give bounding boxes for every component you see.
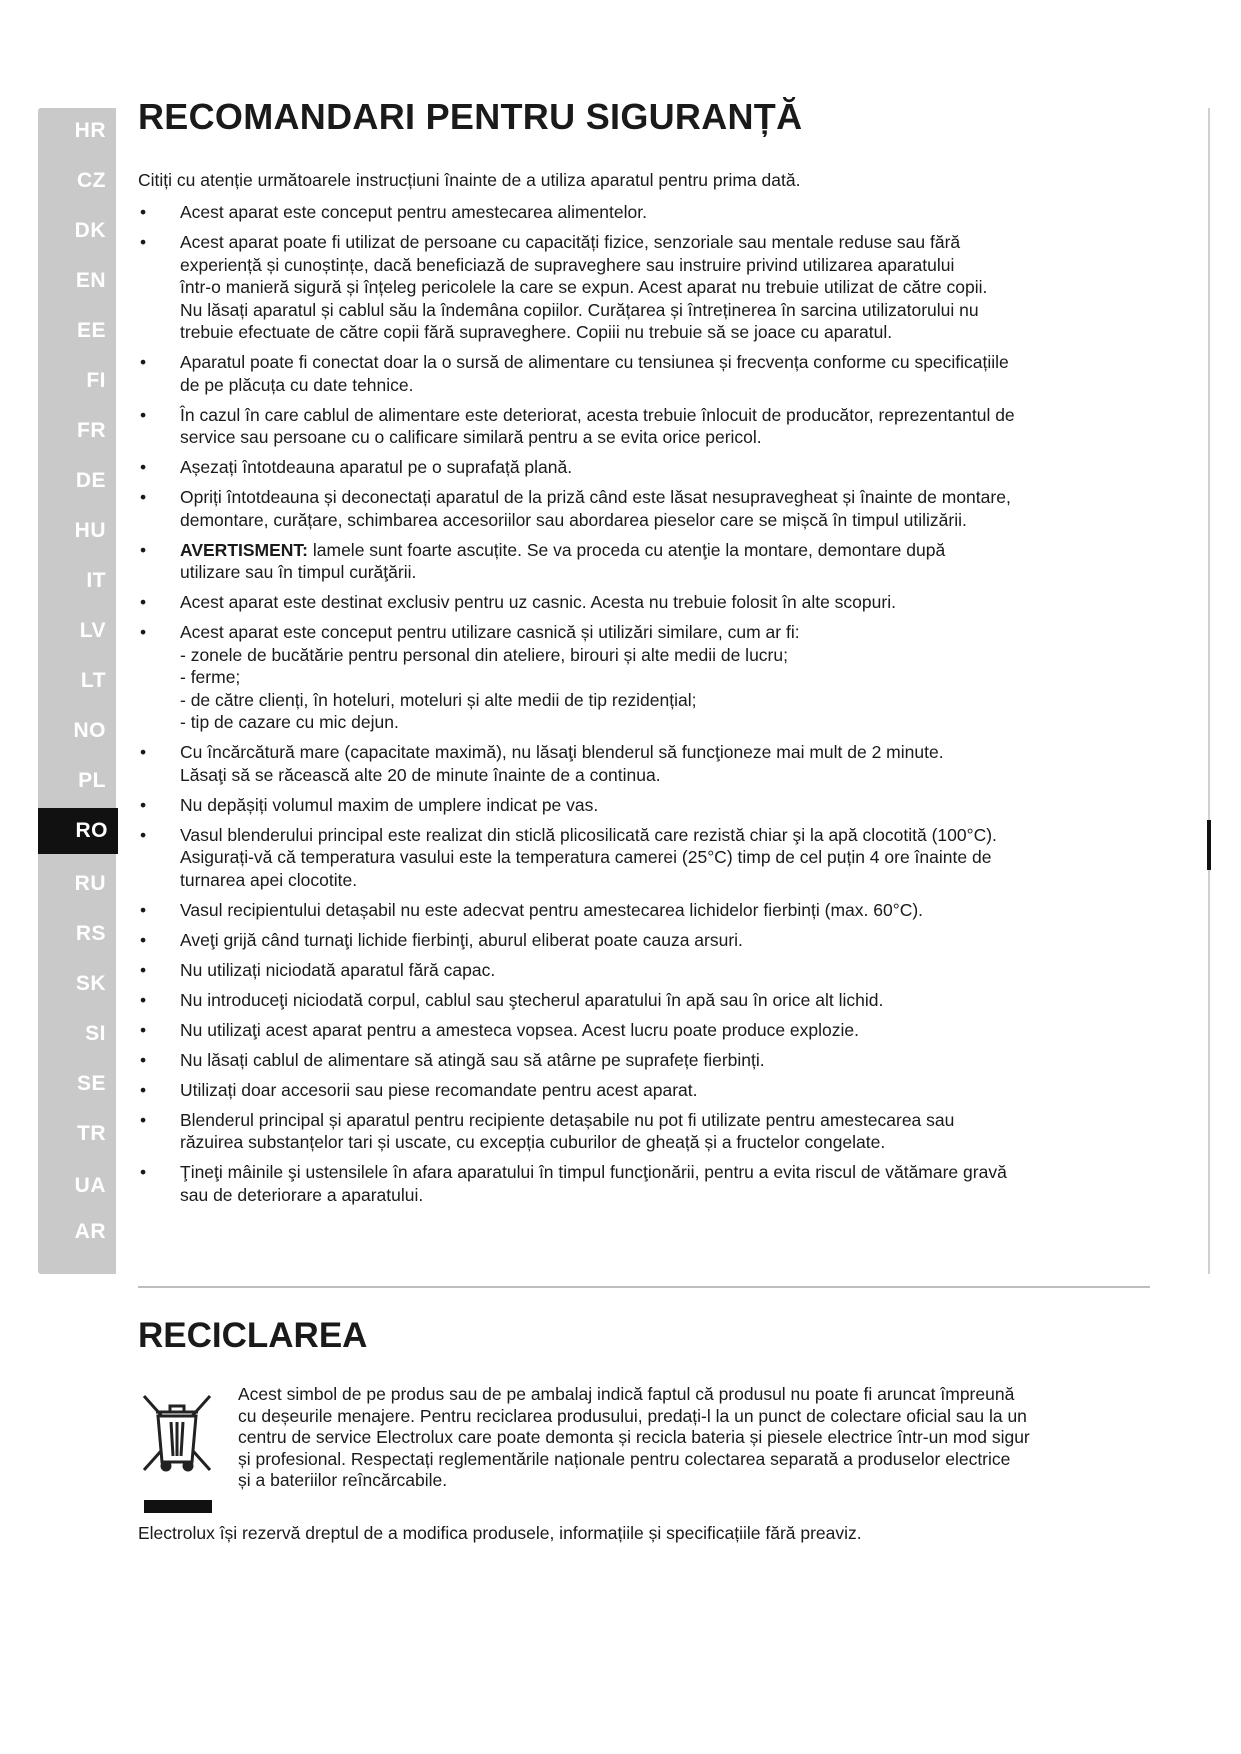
language-tab-hu[interactable]: HU xyxy=(74,519,106,542)
safety-item-line: Blenderul principal și aparatul pentru recipiente detașabile nu pot fi utilizate pentru amestecarea sau xyxy=(180,1109,955,1130)
bullet-dot: • xyxy=(140,1079,147,1100)
language-tab-ee[interactable]: EE xyxy=(76,319,106,342)
safety-item-line: Utilizați doar accesorii sau piese recomandate pentru acest aparat. xyxy=(180,1079,698,1100)
safety-item-line: într-o manieră sigură și înțeleg pericolele la care se expun. Acest aparat nu trebuie utilizat de către copii. xyxy=(180,277,988,297)
bullet-dot: • xyxy=(140,794,147,815)
safety-item-line: răzuirea substanțelor tari și uscate, cu excepția cuburilor de gheață și a fructelor congelate. xyxy=(180,1132,886,1152)
safety-item-line: - de către clienți, în hoteluri, moteluri și alte medii de tip rezidențial; xyxy=(180,689,697,710)
language-tab-cz[interactable]: CZ xyxy=(77,169,106,192)
safety-title: RECOMANDARI PENTRU SIGURANȚĂ xyxy=(138,96,803,137)
section-divider xyxy=(138,1286,1150,1288)
language-tab-ro[interactable]: RO xyxy=(38,808,118,854)
safety-item xyxy=(138,929,1138,952)
safety-item-line: demontare, curățare, schimbarea accesoriilor sau abordarea pieselor care se mișcă în timpul utilizării. xyxy=(180,509,967,530)
language-tab-tr[interactable]: TR xyxy=(77,1122,106,1145)
safety-item-line: Acest aparat este destinat exclusiv pentru uz casnic. Acesta nu trebuie folosit în alte scopuri. xyxy=(180,592,896,612)
safety-item-line: În cazul în care cablul de alimentare este deteriorat, acesta trebuie înlocuit de producător, reprezentantul de xyxy=(180,404,1015,425)
safety-item-line: - zonele de bucătărie pentru personal din ateliere, birouri și alte medii de lucru; xyxy=(180,644,788,665)
recycling-line: și profesional. Respectați reglementările naționale pentru colectarea separată a produselor electrice xyxy=(238,1448,1011,1469)
safety-item-line: Nu lăsați cablul de alimentare să atingă sau să atârne pe suprafețe fierbinți. xyxy=(180,1049,765,1070)
recycling-line: centru de service Electrolux care poate demonta și recicla bateria și piesele electrice într-un mod sigur xyxy=(238,1427,1030,1447)
recycling-line: cu deșeurile menajere. Pentru reciclarea produsului, predați-l la un punct de colectare oficial sau la un xyxy=(238,1405,1027,1426)
safety-item-line: Nu depășiți volumul maxim de umplere indicat pe vas. xyxy=(180,794,599,815)
safety-item xyxy=(138,486,1138,531)
bullet-dot: • xyxy=(140,487,147,507)
safety-item-line: Acest aparat este conceput pentru utilizare casnică și utilizări similare, cum ar fi: xyxy=(180,622,800,642)
warning-label: AVERTISMENT: xyxy=(180,539,309,560)
bullet-dot: • xyxy=(140,1109,147,1130)
safety-item xyxy=(138,959,1138,982)
safety-item xyxy=(138,899,1138,922)
language-tab-lv[interactable]: LV xyxy=(79,619,106,642)
crossed-bin-icon xyxy=(138,1390,216,1516)
safety-item xyxy=(138,404,1138,449)
bullet-dot: • xyxy=(140,929,147,950)
bullet-dot: • xyxy=(140,352,147,372)
bullet-dot: • xyxy=(140,404,147,425)
language-tab-rs[interactable]: RS xyxy=(75,922,106,945)
safety-item-line: Nu utilizaţi acest aparat pentru a amesteca vopsea. Acest lucru poate produce explozie. xyxy=(180,1019,860,1040)
safety-item xyxy=(138,456,1138,479)
safety-item xyxy=(138,539,1138,584)
safety-item xyxy=(138,1109,1138,1154)
safety-item-line: Cu încărcătură mare (capacitate maximă), nu lăsaţi blenderul să funcţioneze mai mult de 2 minute. xyxy=(180,742,944,762)
language-tab-dk[interactable]: DK xyxy=(74,219,106,242)
safety-item-line: Nu introduceţi niciodată corpul, cablul sau ştecherul aparatului în apă sau în orice alt lichid. xyxy=(180,989,884,1010)
bullet-dot: • xyxy=(140,592,147,612)
safety-item-line: Acest aparat este conceput pentru amestecarea alimentelor. xyxy=(180,202,647,222)
bullet-dot: • xyxy=(140,1162,147,1182)
safety-item-line: sau de deteriorare a aparatului. xyxy=(180,1184,424,1205)
safety-item xyxy=(138,794,1138,817)
safety-item-line: Vasul blenderului principal este realizat din sticlă plicosilicată care rezistă chiar şi la apă clocotită (100°C). xyxy=(180,824,997,845)
safety-item-line: lamele sunt foarte ascuțite. Se va proceda cu atenţie la montare, demontare după xyxy=(308,539,946,560)
safety-item xyxy=(138,824,1138,892)
safety-item-line: - ferme; xyxy=(180,667,241,687)
safety-item xyxy=(138,351,1138,396)
language-tab-ar[interactable]: AR xyxy=(74,1220,106,1243)
safety-item-line: turnarea apei clocotite. xyxy=(180,869,358,890)
recycling-line: Acest simbol de pe produs sau de pe ambalaj indică faptul că produsul nu poate fi aruncat împreună xyxy=(238,1384,1015,1404)
recycling-title: RECICLAREA xyxy=(138,1316,368,1355)
safety-item xyxy=(138,989,1138,1012)
language-tab-ru[interactable]: RU xyxy=(74,872,106,895)
bullet-dot: • xyxy=(140,202,147,222)
bullet-dot: • xyxy=(140,457,147,477)
safety-item xyxy=(138,741,1138,786)
safety-item-line: Nu utilizați niciodată aparatul fără capac. xyxy=(180,959,496,980)
language-tab-de[interactable]: DE xyxy=(75,469,106,492)
right-edge-rule xyxy=(1208,108,1210,1274)
safety-item-line: de pe plăcuța cu date tehnice. xyxy=(180,374,414,395)
safety-list xyxy=(138,201,1138,1206)
language-tab-sk[interactable]: SK xyxy=(75,972,106,995)
bullet-dot: • xyxy=(140,989,147,1010)
recycling-line: și a bateriilor reîncărcabile. xyxy=(238,1470,448,1490)
bullet-dot: • xyxy=(140,232,147,252)
bullet-dot: • xyxy=(140,1019,147,1040)
safety-item xyxy=(138,621,1138,734)
language-tab-si[interactable]: SI xyxy=(85,1022,106,1045)
safety-item-line: Așezați întotdeauna aparatul pe o suprafață plană. xyxy=(180,457,573,477)
bullet-dot: • xyxy=(140,742,147,762)
safety-item-line: service sau persoane cu o calificare similară pentru a se evita orice pericol. xyxy=(180,427,762,447)
language-sidebar xyxy=(38,108,116,1274)
safety-item-line: Nu lăsați aparatul și cablul său la îndemâna copiilor. Curățarea și întreținerea în sarcina utilizatorului nu xyxy=(180,299,979,320)
safety-item-line: trebuie efectuate de către copii fără supraveghere. Copiii nu trebuie să se joace cu aparatul. xyxy=(180,322,893,342)
safety-item xyxy=(138,201,1138,224)
safety-intro: Citiți cu atenție următoarele instrucțiuni înainte de a utiliza aparatul pentru prima dată. xyxy=(138,170,801,190)
language-tab-it[interactable]: IT xyxy=(86,569,106,592)
right-edge-marker xyxy=(1207,820,1211,870)
language-tab-ua[interactable]: UA xyxy=(74,1174,106,1197)
language-tab-fr[interactable]: FR xyxy=(77,419,106,442)
safety-item xyxy=(138,1019,1138,1042)
safety-item-line: Aparatul poate fi conectat doar la o sursă de alimentare cu tensiunea și frecvența conforme cu specificațiile xyxy=(180,352,1009,372)
safety-item-line: Acest aparat poate fi utilizat de persoane cu capacități fizice, senzoriale sau mentale reduse sau fără xyxy=(180,232,961,252)
safety-item xyxy=(138,1049,1138,1072)
footer-note: Electrolux își rezervă dreptul de a modifica produsele, informațiile și specificațiile fără preaviz. xyxy=(138,1523,862,1543)
recycling-text xyxy=(238,1384,1138,1492)
bullet-dot: • xyxy=(140,959,147,980)
safety-item-line: - tip de cazare cu mic dejun. xyxy=(180,712,399,732)
language-tab-no[interactable]: NO xyxy=(73,719,106,742)
safety-item-line: experiență și cunoștințe, dacă beneficiază de supraveghere sau instruire privind utilizarea aparatului xyxy=(180,254,955,275)
language-tab-fi[interactable]: FI xyxy=(86,369,106,392)
safety-item xyxy=(138,231,1138,344)
language-tab-en[interactable]: EN xyxy=(75,269,106,292)
safety-item-line: Asigurați-vă că temperatura vasului este la temperatura camerei (25°C) timp de cel puțin 4 ore înainte de xyxy=(180,847,992,867)
safety-item-line: Vasul recipientului detașabil nu este adecvat pentru amestecarea lichidelor fierbinți (max. 60°C). xyxy=(180,899,924,920)
bullet-dot: • xyxy=(140,1049,147,1070)
safety-item xyxy=(138,1161,1138,1206)
bullet-dot: • xyxy=(140,899,147,920)
language-tab-se[interactable]: SE xyxy=(76,1072,106,1095)
safety-item-line: Opriți întotdeauna și deconectați aparatul de la priză când este lăsat nesupravegheat și înainte de montare, xyxy=(180,487,1011,507)
language-tab-lt[interactable]: LT xyxy=(80,669,106,692)
safety-item-line: Lăsaţi să se răcească alte 20 de minute înainte de a continua. xyxy=(180,764,661,785)
safety-item xyxy=(138,591,1138,614)
language-tab-pl[interactable]: PL xyxy=(78,769,106,792)
safety-section xyxy=(138,96,1138,1214)
bullet-dot: • xyxy=(140,824,147,845)
language-tab-hr[interactable]: HR xyxy=(74,119,106,142)
bullet-dot: • xyxy=(140,539,147,560)
bullet-dot: • xyxy=(140,622,147,642)
safety-item-line: utilizare sau în timpul curăţării. xyxy=(180,562,417,582)
safety-item-line: Aveţi grijă când turnaţi lichide fierbinţi, aburul eliberat poate cauza arsuri. xyxy=(180,929,743,950)
safety-item-line: Ţineţi mâinile şi ustensilele în afara aparatului în timpul funcţionării, pentru a evita riscul de vătămare gravă xyxy=(180,1162,1007,1182)
safety-item xyxy=(138,1079,1138,1102)
